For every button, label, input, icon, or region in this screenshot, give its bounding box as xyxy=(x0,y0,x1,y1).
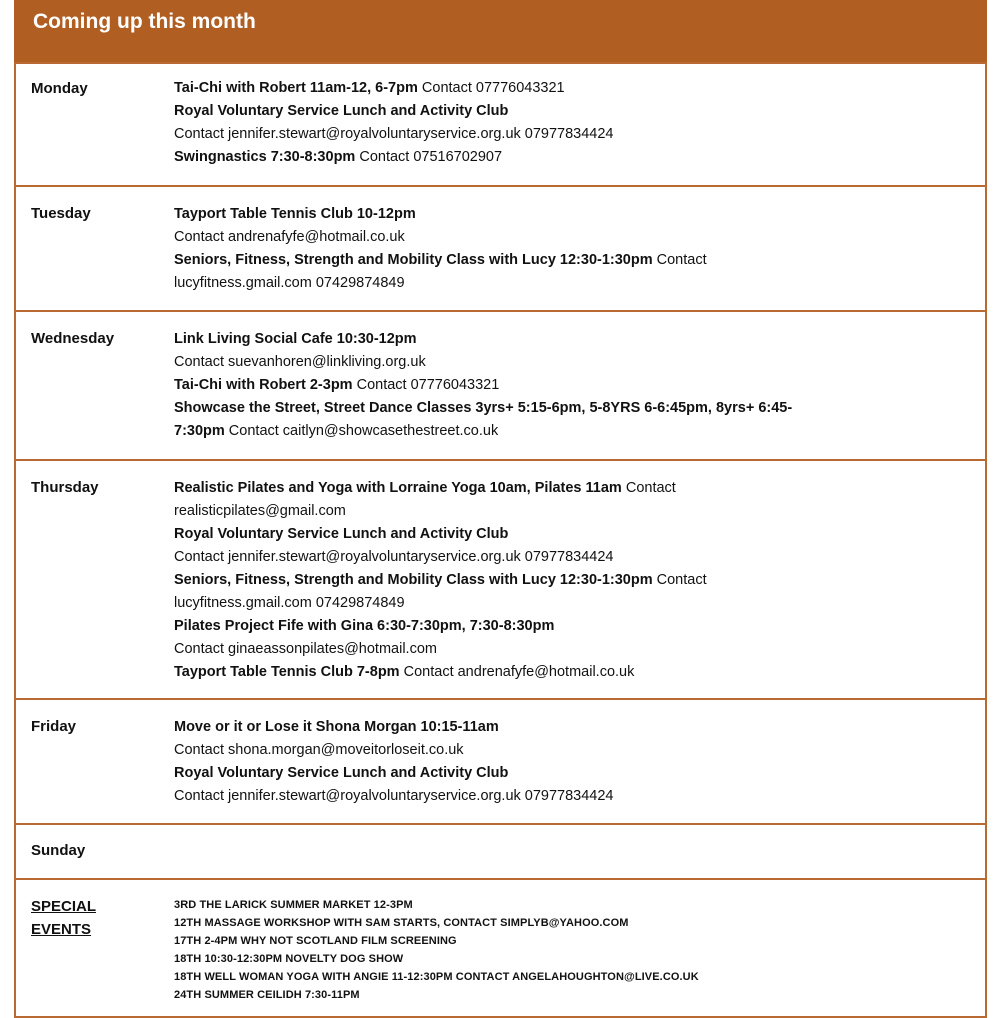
day-entries xyxy=(174,477,914,684)
activity-contact: Contact xyxy=(621,480,676,496)
activity-contact: Contact andrenafyfe@hotmail.co.uk xyxy=(399,664,635,680)
day-entries xyxy=(174,203,914,295)
activity-contact: Contact 07776043321 xyxy=(352,377,500,393)
activity-title: Tayport Table Tennis Club 7-8pm xyxy=(174,664,400,680)
activity-contact: lucyfitness.gmail.com 07429874849 xyxy=(174,595,405,611)
special-event-item: 12TH MASSAGE WORKSHOP WITH SAM STARTS, CONTACT SIMPLYB@YAHOO.COM xyxy=(174,917,629,929)
activity-contact: Contact jennifer.stewart@royalvoluntaryservice.org.uk 07977834424 xyxy=(174,788,614,804)
day-row-monday xyxy=(14,62,987,187)
special-events-label-line2: EVENTS xyxy=(31,921,92,938)
activity-contact: Contact jennifer.stewart@royalvoluntaryservice.org.uk 07977834424 xyxy=(174,126,614,142)
activity-contact: Contact ginaeassonpilates@hotmail.com xyxy=(174,641,437,657)
activity-title: 7:30pm xyxy=(174,423,225,439)
day-label: Friday xyxy=(31,718,77,735)
day-entries xyxy=(174,77,914,169)
day-label: Sunday xyxy=(31,842,86,859)
special-event-item: 3RD THE LARICK SUMMER MARKET 12-3PM xyxy=(174,899,413,911)
activity-contact: Contact jennifer.stewart@royalvoluntaryservice.org.uk 07977834424 xyxy=(174,549,614,565)
activity-title: Showcase the Street, Street Dance Classes 3yrs+ 5:15-6pm, 5-8YRS 6-6:45pm, 8yrs+ 6:45- xyxy=(174,400,793,416)
day-row-friday xyxy=(14,698,987,825)
activity-title: Tai-Chi with Robert 2-3pm xyxy=(174,377,353,393)
special-events-list xyxy=(174,896,964,1004)
day-entries xyxy=(174,328,914,443)
day-label: Thursday xyxy=(31,479,99,496)
activity-title: Pilates Project Fife with Gina 6:30-7:30pm, 7:30-8:30pm xyxy=(174,618,555,634)
activity-title: Link Living Social Cafe 10:30-12pm xyxy=(174,331,417,347)
activity-contact: Contact shona.morgan@moveitorloseit.co.uk xyxy=(174,742,464,758)
activity-title: Royal Voluntary Service Lunch and Activity Club xyxy=(174,765,509,781)
activity-title: Tayport Table Tennis Club 10-12pm xyxy=(174,206,416,222)
special-events-label-line1: SPECIAL xyxy=(31,898,97,915)
section-title: Coming up this month xyxy=(33,10,256,33)
special-event-item: 18TH WELL WOMAN YOGA WITH ANGIE 11-12:30PM CONTACT ANGELAHOUGHTON@LIVE.CO.UK xyxy=(174,971,699,983)
activity-title: Royal Voluntary Service Lunch and Activity Club xyxy=(174,103,509,119)
activity-title: Swingnastics 7:30-8:30pm xyxy=(174,149,356,165)
activity-contact: lucyfitness.gmail.com 07429874849 xyxy=(174,275,405,291)
special-events-label xyxy=(31,895,96,941)
day-label: Tuesday xyxy=(31,205,91,222)
activity-title: Seniors, Fitness, Strength and Mobility Class with Lucy 12:30-1:30pm xyxy=(174,572,653,588)
activity-title: Realistic Pilates and Yoga with Lorraine Yoga 10am, Pilates 11am xyxy=(174,480,622,496)
activity-contact: realisticpilates@gmail.com xyxy=(174,503,346,519)
day-label: Wednesday xyxy=(31,330,115,347)
activity-contact: Contact xyxy=(652,572,707,588)
special-event-item: 24TH SUMMER CEILIDH 7:30-11PM xyxy=(174,989,360,1001)
day-label: Monday xyxy=(31,80,88,97)
activity-contact: Contact 07776043321 xyxy=(417,80,565,96)
activity-contact: Contact caitlyn@showcasethestreet.co.uk xyxy=(224,423,499,439)
activity-contact: Contact xyxy=(652,252,707,268)
section-header xyxy=(14,0,987,62)
activity-title: Royal Voluntary Service Lunch and Activity Club xyxy=(174,526,509,542)
day-row-thursday xyxy=(14,459,987,700)
activity-title: Seniors, Fitness, Strength and Mobility Class with Lucy 12:30-1:30pm xyxy=(174,252,653,268)
day-row-sunday xyxy=(14,823,987,880)
special-event-item: 17TH 2-4PM WHY NOT SCOTLAND FILM SCREENING xyxy=(174,935,457,947)
day-row-wednesday xyxy=(14,310,987,461)
activity-contact: Contact andrenafyfe@hotmail.co.uk xyxy=(174,229,405,245)
special-event-item: 18TH 10:30-12:30PM NOVELTY DOG SHOW xyxy=(174,953,404,965)
activity-title: Move or it or Lose it Shona Morgan 10:15-11am xyxy=(174,719,499,735)
activity-title: Tai-Chi with Robert 11am-12, 6-7pm xyxy=(174,80,418,96)
day-entries xyxy=(174,716,914,808)
day-row-tuesday xyxy=(14,185,987,312)
special-events-row xyxy=(14,878,987,1018)
activity-contact: Contact suevanhoren@linkliving.org.uk xyxy=(174,354,426,370)
activity-contact: Contact 07516702907 xyxy=(355,149,503,165)
